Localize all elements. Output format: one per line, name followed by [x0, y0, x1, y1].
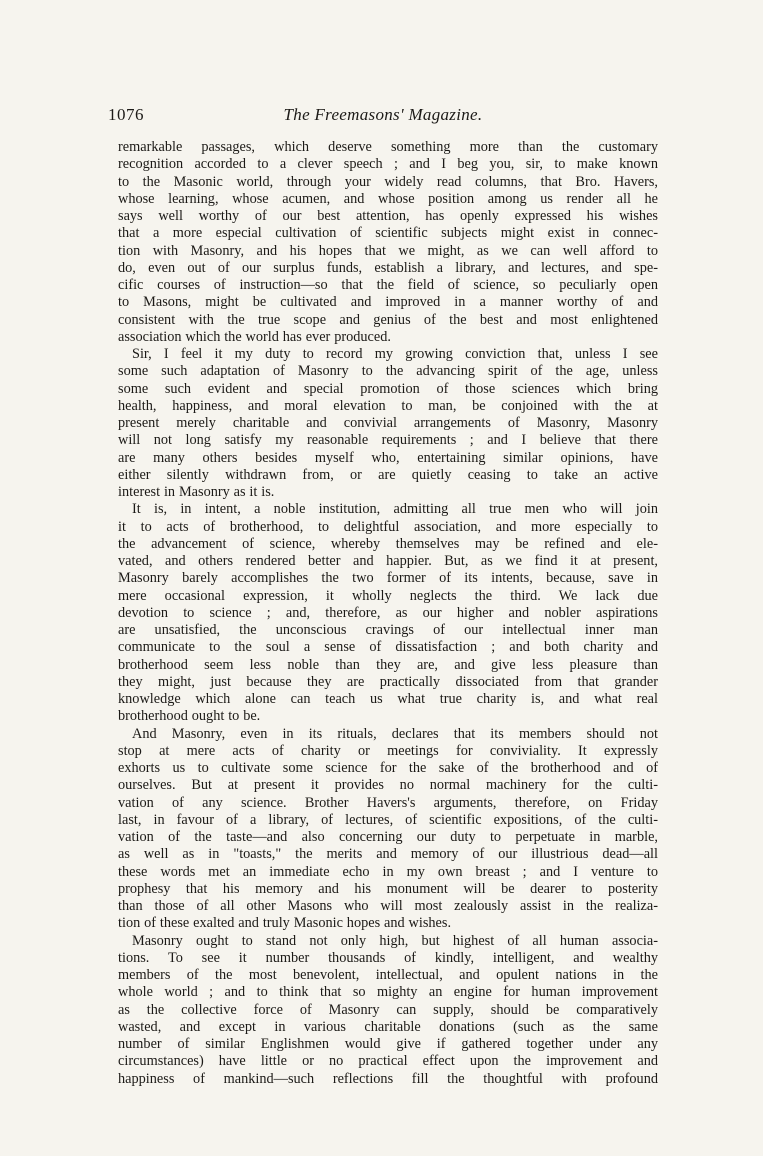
text-line: It is, in intent, a noble institution, admitting all true men who will join — [132, 501, 658, 518]
text-line: it to acts of brotherhood, to delightful association, and more especially to — [118, 518, 658, 535]
text-line: remarkable passages, which deserve something more than the customary — [118, 139, 658, 155]
paragraph — [118, 346, 658, 501]
text-line: some such adaptation of Masonry to the advancing spirit of the age, unless — [118, 363, 658, 380]
text-line: circumstances) have little or no practical effect upon the improvement and — [118, 1053, 658, 1070]
text-line: devotion to science ; and, therefore, as our higher and nobler aspirations — [118, 604, 658, 621]
text-line: vated, and others rendered better and happier. But, as we find it at present, — [118, 553, 658, 569]
text-line: are unsatisfied, the unconscious cravings of our intellectual inner man — [118, 622, 658, 638]
text-line: vation of the taste—and also concerning our duty to perpetuate in marble, — [118, 829, 658, 845]
text-line: And Masonry, even in its rituals, declares that its members should not — [132, 725, 658, 742]
text-line: as the collective force of Masonry can supply, should be comparatively — [118, 1001, 658, 1018]
text-line: wasted, and except in various charitable donations (such as the same — [118, 1018, 658, 1035]
text-line: whose learning, whose acumen, and whose position among us render all he — [118, 190, 658, 207]
text-line: ourselves. But at present it provides no normal machinery for the culti- — [118, 777, 658, 794]
paragraph — [118, 933, 658, 1088]
page-header — [108, 105, 658, 125]
text-line: Masonry barely accomplishes the two former of its intents, because, save in — [118, 570, 658, 587]
text-line: do, even out of our surplus funds, establish a library, and lectures, and spe- — [118, 259, 658, 276]
text-line: will not long satisfy my reasonable requirements ; and I believe that there — [118, 432, 658, 449]
page-number: 1076 — [108, 105, 144, 124]
text-line: the advancement of science, whereby themselves may be refined and ele- — [118, 535, 658, 552]
text-line: consistent with the true scope and genius of the best and most enlightened — [118, 311, 658, 328]
text-line: they might, just because they are practically dissociated from that grander — [118, 673, 658, 690]
text-line: to the Masonic world, through your widely read columns, that Bro. Havers, — [118, 173, 658, 190]
text-line: whole world ; and to think that so mighty an engine for human improvement — [118, 984, 658, 1001]
text-line: present merely charitable and convivial arrangements of Masonry, Masonry — [118, 415, 658, 431]
text-line: recognition accorded to a clever speech ; and I beg you, sir, to make known — [118, 156, 658, 173]
text-line: tion of these exalted and truly Masonic hopes and wishes. — [118, 915, 452, 932]
text-line: are many others besides myself who, entertaining similar opinions, have — [118, 449, 658, 466]
text-line: as well as in "toasts," the merits and memory of our illustrious dead—all — [118, 846, 658, 863]
text-line: association which the world has ever produced. — [118, 328, 391, 345]
text-line: brotherhood ought to be. — [118, 708, 261, 725]
running-title: The Freemasons' Magazine. — [283, 105, 483, 124]
text-line: health, happiness, and moral elevation to man, be conjoined with the at — [118, 397, 658, 414]
text-line: interest in Masonry as it is. — [118, 484, 275, 500]
paragraph — [118, 726, 658, 933]
text-line: than those of all other Masons who will most zealously assist in the realiza- — [118, 898, 658, 914]
text-line: prophesy that his memory and his monument will be dearer to posterity — [118, 880, 658, 897]
text-line: stop at mere acts of charity or meetings for conviviality. It expressly — [118, 742, 658, 759]
text-line: some such evident and special promotion of those sciences which bring — [118, 380, 658, 397]
text-line: either silently withdrawn from, or are quietly ceasing to take an active — [118, 466, 658, 483]
text-line: number of similar Englishmen would give if gathered together under any — [118, 1036, 658, 1052]
text-line: last, in favour of a library, of lectures, of scientific expositions, of the culti- — [118, 811, 658, 828]
text-line: that a more especial cultivation of scientific subjects might exist in connec- — [118, 225, 658, 242]
article-body — [118, 139, 658, 1088]
text-line: exhorts us to cultivate some science for the sake of the brotherhood and of — [118, 760, 658, 776]
text-line: Masonry ought to stand not only high, but highest of all human associa- — [132, 932, 658, 949]
paragraph — [118, 501, 658, 725]
paragraph — [118, 139, 658, 346]
text-line: brotherhood seem less noble than they are, and give less pleasure than — [118, 656, 658, 673]
text-line: says well worthy of our best attention, has openly expressed his wishes — [118, 208, 658, 224]
text-line: happiness of mankind—such reflections fill the thoughtful with profound — [118, 1070, 658, 1087]
text-line: tions. To see it number thousands of kindly, intelligent, and wealthy — [118, 949, 658, 966]
text-line: vation of any science. Brother Havers's arguments, therefore, on Friday — [118, 794, 658, 811]
text-line: tion with Masonry, and his hopes that we might, as we can well afford to — [118, 242, 658, 259]
text-line: communicate to the soul a sense of dissatisfaction ; and both charity and — [118, 639, 658, 656]
text-line: knowledge which alone can teach us what true charity is, and what real — [118, 691, 658, 707]
text-line: members of the most benevolent, intellectual, and opulent nations in the — [118, 967, 658, 983]
text-line: cific courses of instruction—so that the field of science, so peculiarly open — [118, 277, 658, 293]
text-line: to Masons, might be cultivated and improved in a manner worthy of and — [118, 294, 658, 311]
text-line: these words met an immediate echo in my own breast ; and I venture to — [118, 863, 658, 880]
text-line: Sir, I feel it my duty to record my growing conviction that, unless I see — [132, 346, 658, 362]
text-line: mere occasional expression, it wholly neglects the third. We lack due — [118, 587, 658, 604]
